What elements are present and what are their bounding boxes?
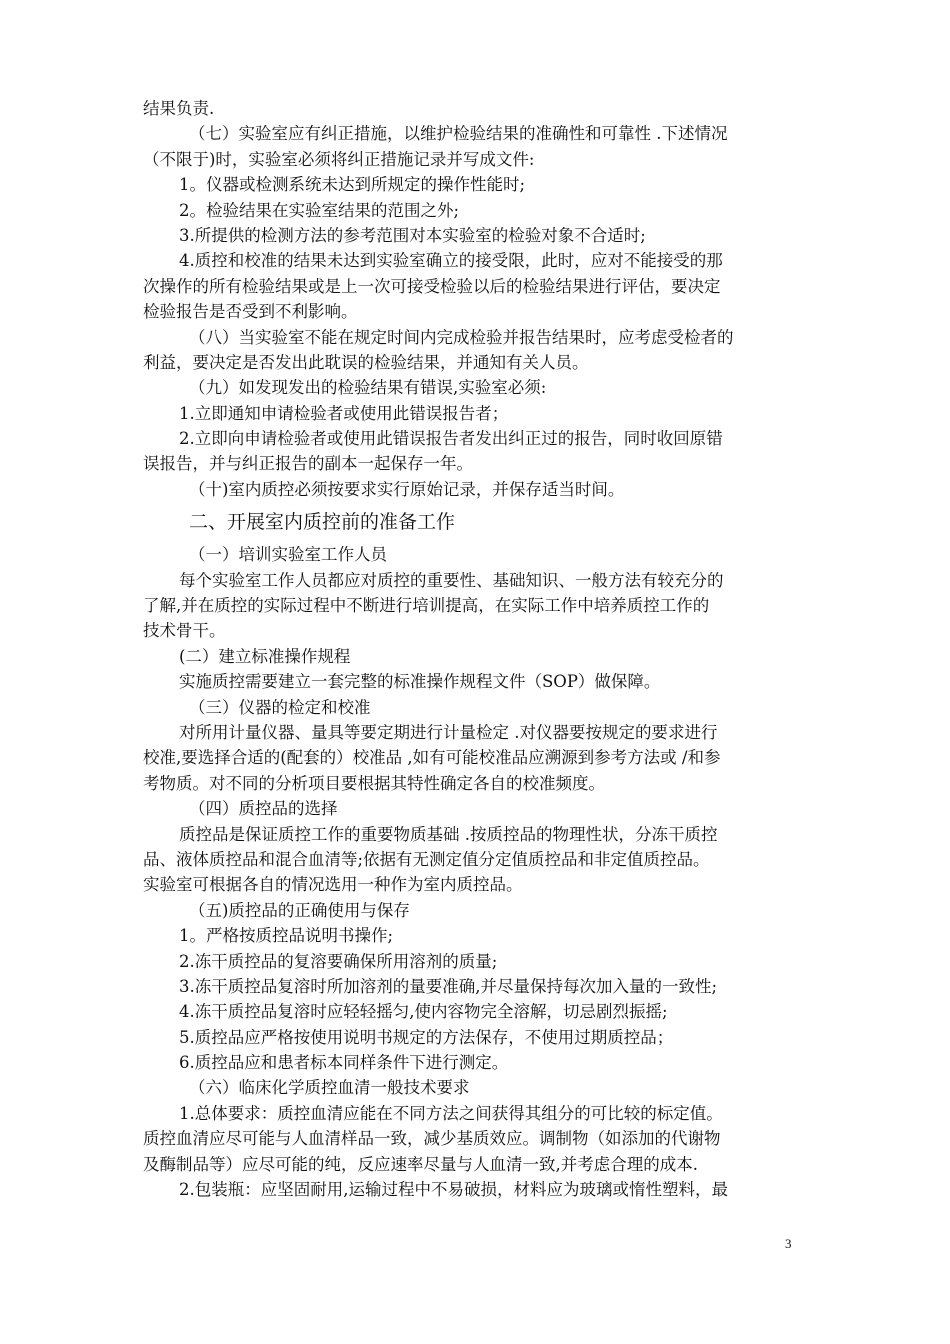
text-line: 误报告，并与纠正报告的副本一起保存一年。 bbox=[143, 454, 473, 474]
text-line: 2.冻干质控品的复溶要确保所用溶剂的质量; bbox=[179, 951, 498, 971]
text-line: 对所用计量仪器、量具等要定期进行计量检定 .对仪器要按规定的要求进行 bbox=[179, 722, 718, 742]
text-line: （不限于)时，实验室必须将纠正措施记录并写成文件: bbox=[143, 149, 535, 169]
text-line: （九）如发现发出的检验结果有错误,实验室必须: bbox=[189, 378, 547, 398]
text-line: 校准,要选择合适的(配套的）校准品 ,如有可能校准品应溯源到参考方法或 /和参 bbox=[143, 748, 721, 768]
text-line: （七）实验室应有纠正措施，以维护检验结果的准确性和可靠性 .下述情况 bbox=[189, 124, 728, 144]
text-line: （三）仪器的检定和校准 bbox=[189, 697, 371, 717]
text-line: 3.所提供的检测方法的参考范围对本实验室的检验对象不合适时; bbox=[179, 225, 646, 245]
page-number: 3 bbox=[785, 1236, 792, 1251]
text-line: 2.包装瓶：应坚固耐用,运输过程中不易破损，材料应为玻璃或惰性塑料，最 bbox=[179, 1180, 728, 1200]
text-line: （四）质控品的选择 bbox=[189, 799, 338, 819]
text-line: 3.冻干质控品复溶时所加溶剂的量要准确,并尽量保持每次加入量的一致性; bbox=[179, 976, 718, 996]
text-line: 1。仪器或检测系统未达到所规定的操作性能时; bbox=[179, 175, 526, 195]
text-line: 1。严格按质控品说明书操作; bbox=[179, 926, 394, 946]
text-line: 品、液体质控品和混合血清等;依据有无测定值分定值质控品和非定值质控品。 bbox=[143, 849, 710, 869]
text-line: 2。检验结果在实验室结果的范围之外; bbox=[179, 200, 460, 220]
section-heading: 二、开展室内质控前的准备工作 bbox=[189, 511, 456, 534]
text-line: 了解,并在质控的实际过程中不断进行培训提高，在实际工作中培养质控工作的 bbox=[143, 596, 710, 616]
text-line: 技术骨干。 bbox=[143, 621, 226, 641]
text-line: 4.冻干质控品复溶时应轻轻摇匀,使内容物完全溶解，切忌剧烈振摇; bbox=[179, 1002, 668, 1022]
text-line: 实验室可根据各自的情况选用一种作为室内质控品。 bbox=[143, 875, 523, 895]
text-line: （六）临床化学质控血清一般技术要求 bbox=[189, 1078, 470, 1098]
text-line: 1.总体要求：质控血清应能在不同方法之间获得其组分的可比较的标定值。 bbox=[179, 1103, 723, 1123]
text-line: 1.立即通知申请检验者或使用此错误报告者； bbox=[179, 403, 509, 423]
text-line: 利益，要决定是否发出此耽误的检验结果，并通知有关人员。 bbox=[143, 352, 589, 372]
text-line: 质控血清应尽可能与人血清样品一致，减少基质效应。调制物（如添加的代谢物 bbox=[143, 1129, 721, 1149]
text-line: 次操作的所有检验结果或是上一次可接受检验以后的检验结果进行评估，要决定 bbox=[143, 276, 721, 296]
text-line: 6.质控品应和患者标本同样条件下进行测定。 bbox=[179, 1053, 509, 1073]
text-line: （十)室内质控必须按要求实行原始记录，并保存适当时间。 bbox=[189, 479, 625, 499]
text-line: 及酶制品等）应尽可能的纯，反应速率尽量与人血清一致,并考虑合理的成本. bbox=[143, 1154, 698, 1174]
text-line: 4.质控和校准的结果未达到实验室确立的接受限，此时，应对不能接受的那 bbox=[179, 251, 723, 271]
text-line: 实施质控需要建立一套完整的标准操作规程文件（SOP）做保障。 bbox=[179, 672, 661, 692]
text-line: (二）建立标准操作规程 bbox=[179, 646, 351, 666]
text-line: （五)质控品的正确使用与保存 bbox=[189, 900, 410, 920]
text-line: （八）当实验室不能在规定时间内完成检验并报告结果时，应考虑受检者的 bbox=[189, 327, 734, 347]
text-line: 质控品是保证质控工作的重要物质基础 .按质控品的物理性状，分冻干质控 bbox=[179, 824, 718, 844]
text-line: 考物质。对不同的分析项目要根据其特性确定各自的校准频度。 bbox=[143, 773, 605, 793]
document-body bbox=[143, 96, 808, 1202]
text-line: 每个实验室工作人员都应对质控的重要性、基础知识、一般方法有较充分的 bbox=[179, 570, 724, 590]
text-line: （一）培训实验室工作人员 bbox=[189, 545, 387, 565]
text-line: 2.立即向申请检验者或使用此错误报告者发出纠正过的报告，同时收回原错 bbox=[179, 429, 723, 449]
text-line: 结果负责. bbox=[143, 99, 215, 118]
text-line: 检验报告是否受到不利影响。 bbox=[143, 302, 358, 322]
text-line: 5.质控品应严格按使用说明书规定的方法保存，不使用过期质控品； bbox=[179, 1027, 674, 1047]
